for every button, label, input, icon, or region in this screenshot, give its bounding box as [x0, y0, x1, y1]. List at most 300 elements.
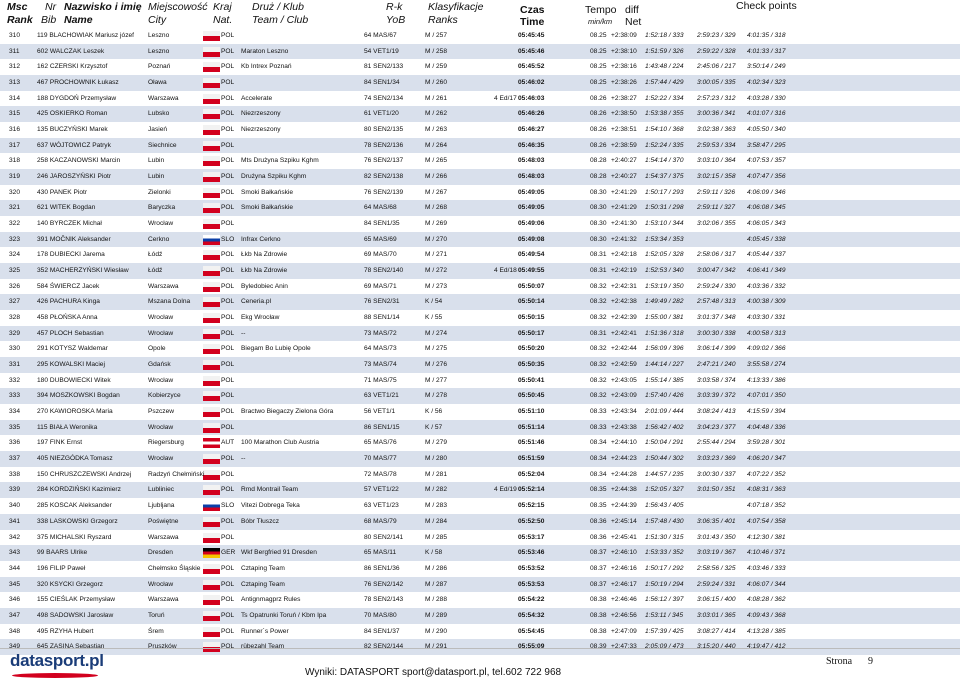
cell-tempo: 08.35 — [590, 502, 607, 510]
flag-pol-icon — [203, 611, 220, 621]
cell-city: Jasień — [148, 126, 168, 134]
table-header — [0, 0, 960, 28]
cell-tempo: 08.37 — [590, 564, 607, 572]
cell-time: 05:46:35 — [518, 141, 545, 149]
cell-diff: +2:42:31 — [611, 282, 637, 290]
flag-pol-icon — [203, 454, 220, 464]
cell-nat: POL — [221, 361, 235, 369]
table-row — [0, 232, 960, 248]
cell-cp1: 1:49:49 / 282 — [645, 298, 684, 306]
cell-bib-name: 140 BYRCZEK Michał — [37, 220, 102, 228]
cell-city: Lubin — [148, 157, 165, 165]
cell-cat: 80 SEN2/141 — [364, 533, 404, 541]
cell-time: 05:48:03 — [518, 173, 545, 181]
cell-cp1: 1:57:39 / 425 — [645, 627, 684, 635]
cell-rank: M / 267 — [425, 188, 447, 196]
cell-diff: +2:40:27 — [611, 157, 637, 165]
cell-cp1: 1:56:43 / 405 — [645, 502, 684, 510]
cell-bib-name: 285 KOSCAK Aleksander — [37, 502, 112, 510]
cell-time: 05:50:41 — [518, 376, 545, 384]
cell-cat: 65 MAS/11 — [364, 549, 397, 557]
cell-cp1: 1:54:10 / 368 — [645, 126, 684, 134]
cell-city: Ljubljana — [148, 502, 175, 510]
cell-time: 05:45:46 — [518, 47, 545, 55]
cell-cp2: 3:00:47 / 342 — [697, 267, 736, 275]
cell-time: 05:49:08 — [518, 235, 545, 243]
cell-city: Wrocław — [148, 314, 174, 322]
header-class-pl: Klasyfikacje — [428, 1, 484, 13]
cell-city: Kobierzyce — [148, 392, 181, 400]
cell-cat: 76 SEN2/31 — [364, 298, 400, 306]
flag-pol-icon — [203, 156, 220, 166]
cell-nat: SLO — [221, 502, 235, 510]
cell-cat: 72 MAS/78 — [364, 470, 397, 478]
table-row — [0, 200, 960, 216]
cell-nat: POL — [221, 643, 235, 651]
cell-bib-name: 284 KORDZIŃSKI Kazimierz — [37, 486, 121, 494]
cell-diff: +2:46:46 — [611, 596, 637, 604]
cell-tempo: 08.26 — [590, 141, 607, 149]
cell-time: 05:51:59 — [518, 455, 545, 463]
cell-msc: 346 — [9, 596, 21, 604]
cell-diff: +2:41:30 — [611, 220, 637, 228]
cell-bib-name: 394 MOSZKOWSKI Bogdan — [37, 392, 120, 400]
cell-team: Vitezi Dobrega Teka — [241, 502, 300, 510]
cell-tempo: 08.25 — [590, 63, 607, 71]
cell-cp2: 3:15:20 / 440 — [697, 643, 736, 651]
cell-bib-name: 246 JAROSZYŃSKI Piotr — [37, 173, 112, 181]
cell-nat: POL — [221, 204, 235, 212]
cell-team: -- — [241, 455, 246, 463]
cell-cat: 76 SEN2/139 — [364, 188, 404, 196]
cell-bib-name: 196 FILIP Paweł — [37, 564, 86, 572]
cell-cp1: 1:44:14 / 227 — [645, 361, 684, 369]
cell-extra: 4 Ed/19 — [494, 486, 517, 494]
flag-pol-icon — [203, 360, 220, 370]
cell-time: 05:50:07 — [518, 282, 545, 290]
cell-msc: 321 — [9, 204, 21, 212]
cell-time: 05:45:52 — [518, 63, 545, 71]
cell-nat: POL — [221, 564, 235, 572]
cell-diff: +2:44:39 — [611, 502, 637, 510]
cell-tempo: 08.38 — [590, 596, 607, 604]
cell-bib-name: 320 KSYCKI Grzegorz — [37, 580, 103, 588]
flag-pol-icon — [203, 125, 220, 135]
header-diff: diff — [625, 4, 639, 16]
cell-cp1: 1:53:34 / 353 — [645, 235, 684, 243]
cell-cat: 65 MAS/69 — [364, 235, 397, 243]
cell-time: 05:54:45 — [518, 627, 545, 635]
cell-cat: 57 VET1/22 — [364, 486, 399, 494]
header-city: City — [148, 14, 167, 26]
cell-city: Pruszków — [148, 643, 177, 651]
cell-msc: 318 — [9, 157, 21, 165]
cell-nat: POL — [221, 533, 235, 541]
cell-cp3: 4:09:43 / 368 — [747, 611, 786, 619]
cell-cp1: 1:57:48 / 430 — [645, 517, 684, 525]
cell-rank: M / 271 — [425, 251, 447, 259]
cell-cp2: 3:03:01 / 365 — [697, 611, 736, 619]
cell-cat: 65 MAS/76 — [364, 439, 397, 447]
table-row — [0, 59, 960, 75]
cell-time: 05:50:14 — [518, 298, 545, 306]
cell-diff: +2:47:33 — [611, 643, 637, 651]
cell-rank: M / 275 — [425, 345, 447, 353]
cell-city: Radzyń Chełmiński — [148, 470, 205, 478]
cell-diff: +2:44:23 — [611, 455, 637, 463]
cell-tempo: 08.33 — [590, 423, 607, 431]
cell-cp2: 2:59:11 / 326 — [697, 188, 736, 196]
cell-msc: 338 — [9, 470, 21, 478]
cell-nat: POL — [221, 282, 235, 290]
cell-bib-name: 99 BAARS Ulrike — [37, 549, 88, 557]
cell-cp1: 1:55:14 / 385 — [645, 376, 684, 384]
cell-city: Wrocław — [148, 580, 174, 588]
cell-msc: 310 — [9, 32, 21, 39]
flag-slo-icon — [203, 501, 220, 511]
cell-cp3: 4:01:33 / 317 — [747, 47, 786, 55]
cell-nat: AUT — [221, 439, 235, 447]
cell-cp2: 3:06:15 / 400 — [697, 596, 736, 604]
cell-cp1: 1:43:48 / 224 — [645, 63, 684, 71]
header-yob: YoB — [386, 14, 406, 26]
cell-cp3: 4:01:07 / 316 — [747, 110, 786, 118]
table-row — [0, 451, 960, 467]
cell-bib-name: 150 CHRUSZCZEWSKI Andrzej — [37, 470, 132, 478]
cell-cp2: 2:59:24 / 331 — [697, 580, 736, 588]
cell-diff: +2:38:59 — [611, 141, 637, 149]
table-row — [0, 294, 960, 310]
cell-cp2: 3:08:27 / 414 — [697, 627, 736, 635]
cell-diff: +2:46:10 — [611, 549, 637, 557]
cell-city: Wrocław — [148, 220, 174, 228]
table-row — [0, 514, 960, 530]
cell-diff: +2:42:44 — [611, 345, 637, 353]
cell-team: Cztaping Team — [241, 564, 285, 572]
cell-time: 05:45:45 — [518, 32, 545, 39]
cell-cp3: 4:03:36 / 332 — [747, 282, 786, 290]
cell-cp2: 3:01:37 / 348 — [697, 314, 736, 322]
cell-tempo: 08.30 — [590, 235, 607, 243]
cell-cat: 80 SEN2/135 — [364, 126, 404, 134]
cell-cp1: 1:50:17 / 293 — [645, 188, 684, 196]
cell-msc: 324 — [9, 251, 21, 259]
cell-diff: +2:46:56 — [611, 611, 637, 619]
cell-cat: 78 SEN2/136 — [364, 141, 404, 149]
cell-cp1: 1:52:05 / 327 — [645, 486, 684, 494]
cell-cp3: 4:07:22 / 352 — [747, 470, 786, 478]
cell-time: 05:53:17 — [518, 533, 545, 541]
cell-diff: +2:40:27 — [611, 173, 637, 181]
flag-pol-icon — [203, 391, 220, 401]
flag-pol-icon — [203, 266, 220, 276]
table-row — [0, 608, 960, 624]
cell-bib-name: 391 MOČNIK Aleksander — [37, 235, 111, 243]
cell-rank: M / 270 — [425, 235, 447, 243]
cell-msc: 348 — [9, 627, 21, 635]
table-row — [0, 247, 960, 263]
cell-team: Drużyna Szpiku Kghm — [241, 173, 307, 181]
cell-cp1: 1:56:09 / 396 — [645, 345, 684, 353]
cell-cp3: 4:03:28 / 330 — [747, 94, 786, 102]
cell-bib-name: 602 WALCZAK Leszek — [37, 47, 105, 55]
flag-pol-icon — [203, 219, 220, 229]
cell-msc: 341 — [9, 517, 21, 525]
table-row — [0, 373, 960, 389]
header-checkpoints: Check points — [736, 0, 797, 12]
cell-city: Wrocław — [148, 423, 174, 431]
header-class: Ranks — [428, 14, 458, 26]
cell-bib-name: 405 NIEZGÓDKA Tomasz — [37, 455, 113, 463]
cell-team: Smoki Bałkańskie — [241, 204, 294, 212]
cell-tempo: 08.34 — [590, 439, 607, 447]
cell-cp1: 1:52:24 / 335 — [645, 141, 684, 149]
cell-rank: M / 276 — [425, 361, 447, 369]
cell-rank: M / 268 — [425, 204, 447, 212]
cell-cp2: 3:03:23 / 369 — [697, 455, 736, 463]
cell-cp3: 3:55:58 / 274 — [747, 361, 786, 369]
table-row — [0, 44, 960, 60]
cell-cp3: 3:50:14 / 249 — [747, 63, 786, 71]
cell-bib-name: 498 SADOWSKI Jarosław — [37, 611, 114, 619]
cell-tempo: 08.32 — [590, 298, 607, 306]
cell-bib-name: 295 KOWALSKI Maciej — [37, 361, 105, 369]
cell-time: 05:49:06 — [518, 220, 545, 228]
header-tempo-unit: min/km — [588, 17, 613, 26]
cell-city: Warszawa — [148, 596, 179, 604]
cell-cp1: 1:51:59 / 326 — [645, 47, 684, 55]
cell-tempo: 08.25 — [590, 47, 607, 55]
cell-cat: 69 MAS/70 — [364, 251, 397, 259]
cell-cp1: 1:52:53 / 340 — [645, 267, 684, 275]
header-time: Time — [520, 16, 545, 28]
flag-slo-icon — [203, 235, 220, 245]
cell-msc: 314 — [9, 94, 21, 102]
cell-bib-name: 637 WÓJTOWICZ Patryk — [37, 141, 111, 149]
cell-cp2: 3:03:58 / 374 — [697, 376, 736, 384]
cell-tempo: 08.37 — [590, 549, 607, 557]
cell-bib-name: 495 RZYHA Hubert — [37, 627, 94, 635]
cell-nat: POL — [221, 63, 235, 71]
cell-cp3: 4:06:41 / 349 — [747, 267, 786, 275]
cell-cp1: 1:52:18 / 333 — [645, 32, 684, 39]
flag-pol-icon — [203, 564, 220, 574]
cell-team: Rmd Montrail Team — [241, 486, 299, 494]
cell-cp2: 3:08:24 / 413 — [697, 408, 736, 416]
table-row — [0, 388, 960, 404]
cell-diff: +2:41:29 — [611, 204, 637, 212]
header-country-pl: Kraj — [213, 1, 232, 13]
cell-cat: 63 VET1/21 — [364, 392, 399, 400]
cell-cp2: 2:58:06 / 317 — [697, 251, 736, 259]
cell-msc: 320 — [9, 188, 21, 196]
cell-cat: 78 SEN2/143 — [364, 596, 404, 604]
cell-cp3: 4:01:35 / 318 — [747, 32, 786, 39]
cell-city: Warszawa — [148, 282, 179, 290]
flag-pol-icon — [203, 172, 220, 182]
cell-bib-name: 458 PŁOŃSKA Anna — [37, 314, 98, 322]
cell-bib-name: 180 DUBOWIECKI Witek — [37, 376, 111, 384]
cell-nat: POL — [221, 267, 235, 275]
cell-cp3: 4:10:46 / 371 — [747, 549, 786, 557]
cell-nat: POL — [221, 329, 235, 337]
cell-cp2: 3:06:35 / 401 — [697, 517, 736, 525]
cell-msc: 349 — [9, 643, 21, 651]
cell-cat: 84 SEN1/34 — [364, 79, 400, 87]
cell-time: 05:50:15 — [518, 314, 545, 322]
flag-pol-icon — [203, 423, 220, 433]
cell-cp3: 4:13:33 / 386 — [747, 376, 786, 384]
cell-team: Bractwo Biegaczy Zielona Góra — [241, 408, 334, 416]
table-row — [0, 482, 960, 498]
flag-pol-icon — [203, 580, 220, 590]
page-number: 9 — [868, 656, 873, 667]
cell-cp3: 4:00:38 / 309 — [747, 298, 786, 306]
cell-tempo: 08.28 — [590, 157, 607, 165]
cell-extra: 4 Ed/17 — [494, 94, 517, 102]
cell-diff: +2:46:16 — [611, 564, 637, 572]
cell-team: -- — [241, 329, 246, 337]
cell-cp2: 2:45:06 / 217 — [697, 63, 736, 71]
cell-cp2: 3:00:30 / 338 — [697, 329, 736, 337]
cell-bib-name: 258 KACZANOWSKI Marcin — [37, 157, 121, 165]
cell-nat: POL — [221, 314, 235, 322]
cell-cp2: 3:00:05 / 335 — [697, 79, 736, 87]
cell-bib-name: 645 ZASINA Sebastian — [37, 643, 105, 651]
cell-nat: POL — [221, 345, 235, 353]
cell-bib-name: 375 MICHALSKI Ryszard — [37, 533, 112, 541]
cell-cat: 84 SEN1/37 — [364, 627, 400, 635]
cell-cat: 71 MAS/75 — [364, 376, 397, 384]
cell-cat: 69 MAS/71 — [364, 282, 397, 290]
cell-city: Baryczka — [148, 204, 176, 212]
table-row — [0, 577, 960, 593]
cell-cp1: 1:50:19 / 294 — [645, 580, 684, 588]
flag-pol-icon — [203, 282, 220, 292]
cell-cp1: 2:05:09 / 473 — [645, 643, 684, 651]
cell-cp3: 4:05:45 / 338 — [747, 235, 786, 243]
cell-cat: 88 SEN1/14 — [364, 314, 400, 322]
cell-cat: 74 SEN2/134 — [364, 94, 404, 102]
cell-cp2: 3:00:30 / 337 — [697, 470, 736, 478]
cell-tempo: 08.31 — [590, 251, 607, 259]
cell-tempo: 08.32 — [590, 376, 607, 384]
cell-team: Maraton Leszno — [241, 47, 289, 55]
cell-cp2: 2:59:23 / 329 — [697, 32, 736, 39]
header-time-pl: Czas — [520, 4, 545, 16]
cell-cp3: 4:07:53 / 357 — [747, 157, 786, 165]
cell-nat: POL — [221, 157, 235, 165]
cell-cp2: 2:47:21 / 240 — [697, 361, 736, 369]
cell-diff: +2:38:16 — [611, 63, 637, 71]
cell-nat: POL — [221, 173, 235, 181]
cell-cp3: 4:05:44 / 337 — [747, 251, 786, 259]
cell-nat: POL — [221, 627, 235, 635]
cell-nat: POL — [221, 408, 235, 416]
cell-cp1: 1:53:19 / 350 — [645, 282, 684, 290]
cell-cp3: 4:07:47 / 356 — [747, 173, 786, 181]
header-nr: Nr — [45, 1, 57, 13]
cell-rank: M / 283 — [425, 502, 447, 510]
cell-bib-name: 162 CZERSKI Krzysztof — [37, 63, 108, 71]
cell-city: Lubsko — [148, 110, 170, 118]
cell-nat: POL — [221, 486, 235, 494]
cell-rank: K / 54 — [425, 298, 443, 306]
cell-city: Oława — [148, 79, 167, 87]
cell-msc: 335 — [9, 423, 21, 431]
cell-time: 05:53:46 — [518, 549, 545, 557]
logo-text: datasport.pl — [10, 651, 104, 670]
cell-time: 05:49:05 — [518, 188, 545, 196]
cell-city: Wrocław — [148, 329, 174, 337]
cell-time: 05:54:22 — [518, 596, 545, 604]
cell-team: Łkb Na Zdrowie — [241, 267, 288, 275]
cell-cp1: 1:55:00 / 381 — [645, 314, 684, 322]
cell-msc: 313 — [9, 79, 21, 87]
table-row — [0, 169, 960, 185]
cell-tempo: 08.36 — [590, 517, 607, 525]
table-row — [0, 530, 960, 546]
cell-cp2: 2:59:22 / 328 — [697, 47, 736, 55]
cell-msc: 340 — [9, 502, 21, 510]
cell-cp3: 4:08:28 / 362 — [747, 596, 786, 604]
cell-msc: 329 — [9, 329, 21, 337]
cell-diff: +2:45:14 — [611, 517, 637, 525]
table-row — [0, 592, 960, 608]
cell-tempo: 08.36 — [590, 533, 607, 541]
cell-city: Pszczew — [148, 408, 175, 416]
header-surname: Nazwisko i imię — [64, 1, 142, 13]
cell-time: 05:52:04 — [518, 470, 545, 478]
cell-nat: POL — [221, 596, 235, 604]
cell-diff: +2:38:26 — [611, 79, 637, 87]
flag-pol-icon — [203, 203, 220, 213]
cell-diff: +2:38:51 — [611, 126, 637, 134]
cell-cp2: 3:01:50 / 351 — [697, 486, 736, 494]
cell-cp1: 1:50:04 / 291 — [645, 439, 684, 447]
cell-diff: +2:42:59 — [611, 361, 637, 369]
table-row — [0, 185, 960, 201]
flag-pol-icon — [203, 533, 220, 543]
cell-rank: K / 57 — [425, 423, 443, 431]
cell-msc: 317 — [9, 141, 21, 149]
header-rank: Rank — [7, 14, 33, 26]
cell-msc: 336 — [9, 439, 21, 447]
cell-city: Poznań — [148, 63, 171, 71]
cell-city: Siechnice — [148, 141, 177, 149]
cell-team: Ceneria.pl — [241, 298, 272, 306]
cell-msc: 344 — [9, 564, 21, 572]
flag-pol-icon — [203, 627, 220, 637]
cell-cp3: 4:07:18 / 352 — [747, 502, 786, 510]
cell-rank: M / 279 — [425, 439, 447, 447]
cell-msc: 328 — [9, 314, 21, 322]
cell-nat: POL — [221, 79, 235, 87]
cell-bib-name: 270 KAWIOROSKA Maria — [37, 408, 113, 416]
cell-cp2: 3:03:39 / 372 — [697, 392, 736, 400]
cell-cp2: 2:55:44 / 294 — [697, 439, 736, 447]
cell-cat: 56 VET1/1 — [364, 408, 396, 416]
cell-cp1: 1:54:14 / 370 — [645, 157, 684, 165]
cell-tempo: 08.32 — [590, 282, 607, 290]
cell-cp1: 1:50:17 / 292 — [645, 564, 684, 572]
cell-city: Wrocław — [148, 455, 174, 463]
cell-rank: M / 263 — [425, 126, 447, 134]
cell-diff: +2:43:05 — [611, 376, 637, 384]
cell-cp2: 3:02:06 / 355 — [697, 220, 736, 228]
cell-time: 05:55:09 — [518, 643, 545, 651]
cell-team: 100 Marathon Club Austria — [241, 439, 320, 447]
